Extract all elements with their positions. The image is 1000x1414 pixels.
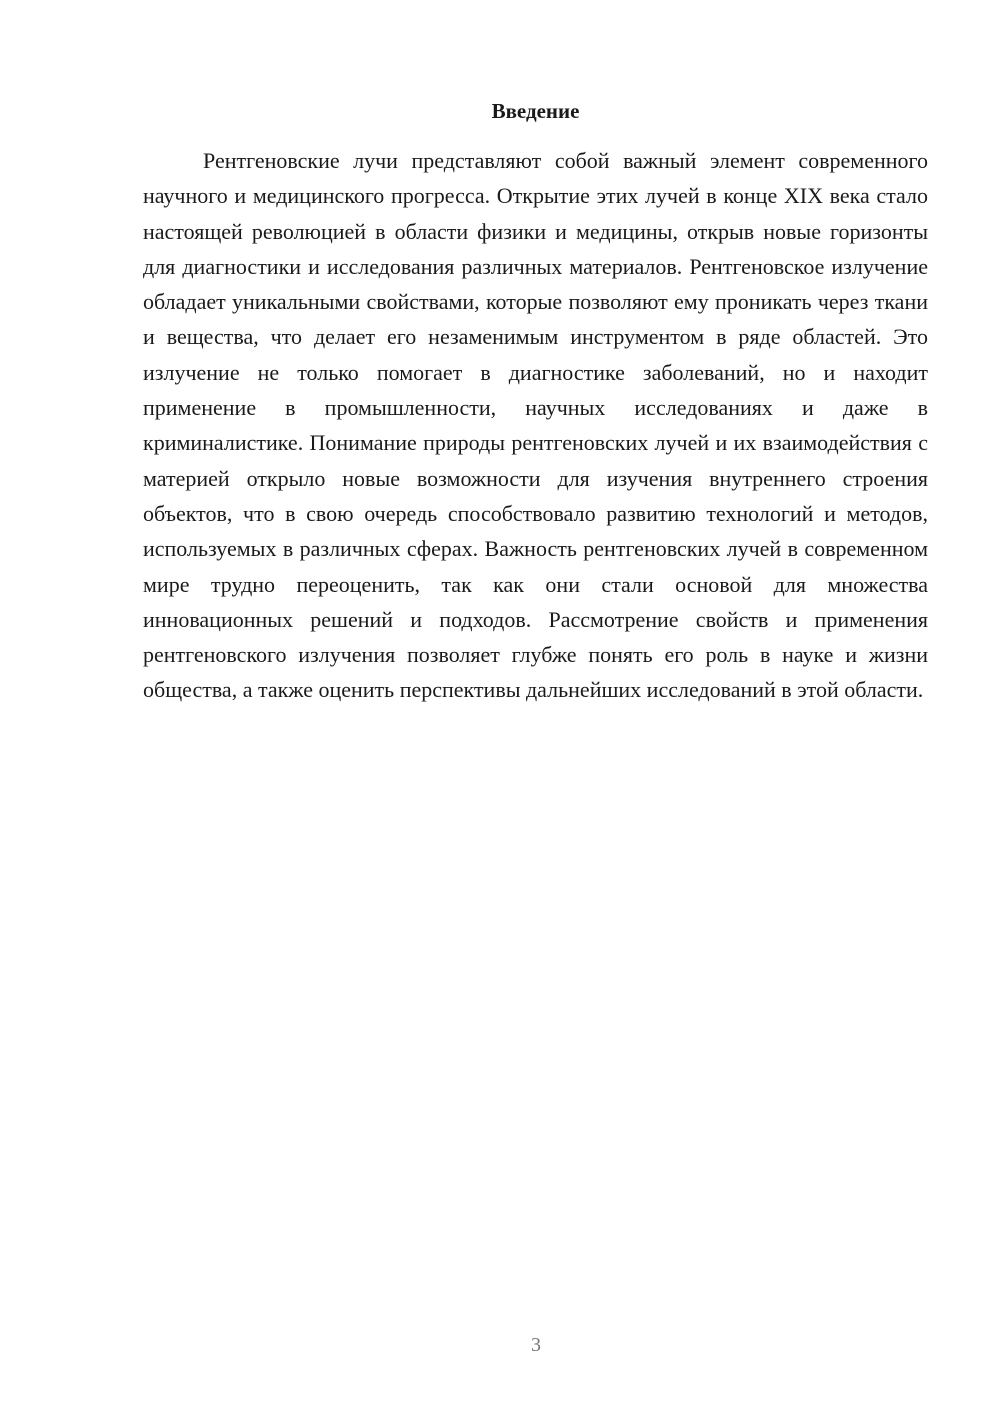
section-heading: Введение — [491, 99, 580, 123]
body-paragraph: Рентгеновские лучи представляют собой важный элемент современного научного и медицинского прогресса. Открытие этих лучей в конце XIX века стало настоящей революцией в области физики и медицины, открыв новые горизонты для диагностики и исследования различных материалов. Рентгеновское излучение обладает уникальными свойствами, которые позволяют ему проникать через ткани и вещества, что делает его незаменимым инструментом в ряде областей. Это излучение не только помогает в диагностике заболеваний, но и находит применение в промышленности, научных исследованиях и даже в криминалистике. Понимание природы рентгеновских лучей и их взаимодействия с материей открыло новые возможности для изучения внутреннего строения объектов, что в свою очередь способствовало развитию технологий и методов, используемых в различных сферах. Важность рентгеновских лучей в современном мире трудно переоценить, так как они стали основой для множества инновационных решений и подходов. Рассмотрение свойств и применения рентгеновского излучения позволяет глубже понять его роль в науке и жизни общества, а также оценить перспективы дальнейших исследований в этой области. — [143, 148, 928, 703]
page-number: 3 — [531, 1334, 541, 1356]
